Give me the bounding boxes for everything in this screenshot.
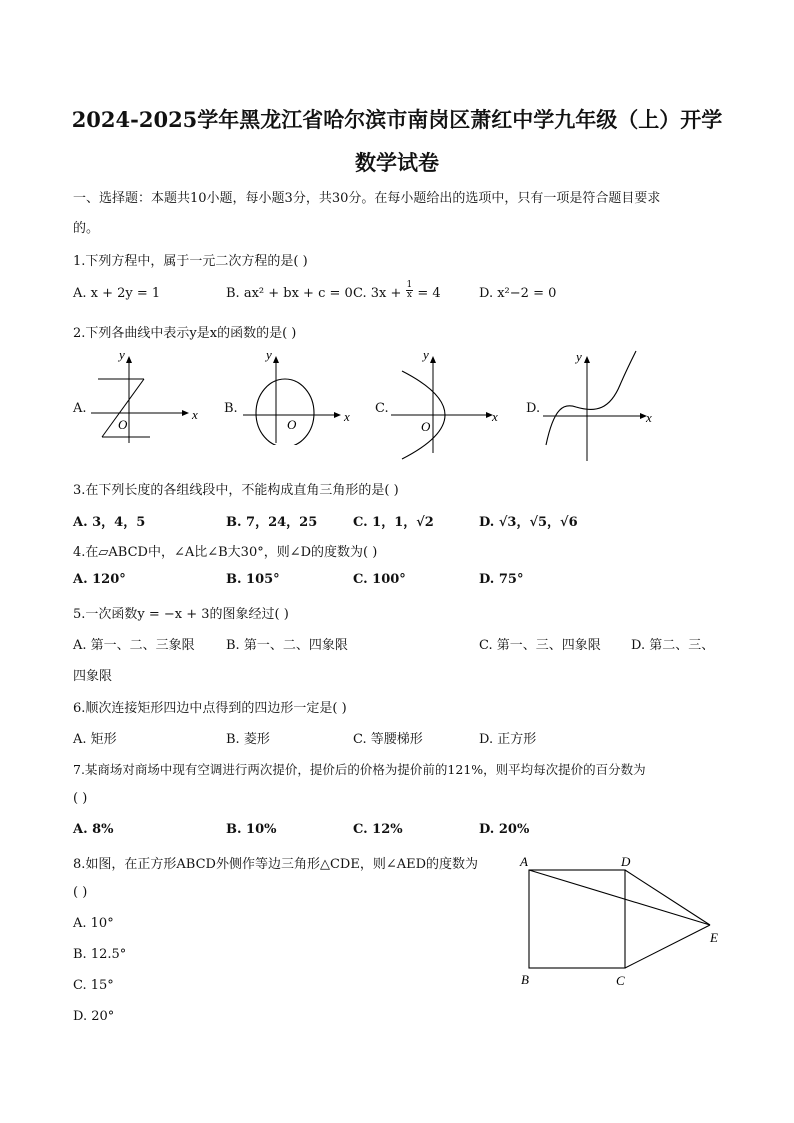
q2-graph-b <box>238 345 356 445</box>
q1-option-d: D. x²−2 = 0 <box>479 286 557 301</box>
q8-paren: ( ) <box>73 885 88 900</box>
q1-option-c-prefix: C. 3x + <box>353 286 406 301</box>
q7-option-a: A. 8% <box>73 822 114 837</box>
q8-label-d: D <box>621 854 631 869</box>
q8-option-d: D. 20° <box>73 1009 115 1024</box>
q6-stem: 6.顺次连接矩形四边中点得到的四边形一定是( ) <box>73 701 347 716</box>
q3-option-c: C. 1，1，√2 <box>353 515 434 530</box>
q8-label-a: A <box>520 854 528 869</box>
q2-a-x-label: x <box>192 407 198 422</box>
q2-a-origin: O <box>118 417 128 432</box>
q2-label-c: C. <box>375 401 389 416</box>
q7-option-d: D. 20% <box>479 822 530 837</box>
section-heading: 一、选择题：本题共10小题，每小题3分，共30分。在每小题给出的选项中，只有一项是符合题目要求 <box>73 191 661 206</box>
q2-label-d: D. <box>526 401 541 416</box>
q8-label-b: B <box>521 972 529 987</box>
q5-option-a: A. 第一、二、三象限 <box>73 638 195 653</box>
q1-frac-denominator: x <box>406 290 412 300</box>
q4-option-c: C. 100° <box>353 572 406 587</box>
q2-d-y-label: y <box>576 349 582 364</box>
q2-graph-a <box>86 345 202 445</box>
q2-label-b: B. <box>224 401 238 416</box>
q1-option-b: B. ax² + bx + c = 0 <box>226 286 353 301</box>
q4-stem: 4.在▱ABCD中，∠A比∠B大30°，则∠D的度数为( ) <box>73 545 378 560</box>
q8-figure <box>512 848 732 994</box>
q2-a-y-label: y <box>119 347 125 362</box>
q2-graph-d <box>540 345 660 465</box>
page-subtitle: 数学试卷 <box>355 150 439 175</box>
q6-option-c: C. 等腰梯形 <box>353 732 423 747</box>
q6-option-b: B. 菱形 <box>226 732 270 747</box>
q7-option-b: B. 10% <box>226 822 277 837</box>
page-title: 2024-2025学年黑龙江省哈尔滨市南岗区萧红中学九年级（上）开学 <box>71 107 723 132</box>
q2-graph-c <box>388 345 506 460</box>
q5-option-b: B. 第一、二、四象限 <box>226 638 348 653</box>
q1-option-c-suffix: = 4 <box>413 286 441 301</box>
q6-option-a: A. 矩形 <box>73 732 117 747</box>
q7-paren: ( ) <box>73 791 88 806</box>
q4-option-b: B. 105° <box>226 572 280 587</box>
q5-option-c: C. 第一、三、四象限 <box>479 638 601 653</box>
q1-stem: 1.下列方程中，属于一元二次方程的是( ) <box>73 254 308 269</box>
q3-stem: 3.在下列长度的各组线段中，不能构成直角三角形的是( ) <box>73 483 399 498</box>
q1-option-c <box>353 280 441 301</box>
q5-option-d-cont: 四象限 <box>73 669 113 684</box>
q2-c-origin: O <box>421 419 431 434</box>
q8-label-e: E <box>710 930 718 945</box>
q8-option-c: C. 15° <box>73 978 114 993</box>
q8-stem: 8.如图，在正方形ABCD外侧作等边三角形△CDE，则∠AED的度数为 <box>73 857 479 872</box>
q7-stem: 7.某商场对商场中现有空调进行两次提价，提价后的价格为提价前的121%，则平均每次提价的百分数为 <box>73 762 646 777</box>
q8-label-c: C <box>616 973 625 988</box>
q2-label-a: A. <box>73 401 87 416</box>
q5-option-d: D. 第二、三、 <box>631 638 715 653</box>
q8-option-a: A. 10° <box>73 916 114 931</box>
q1-frac-numerator: 1 <box>406 280 413 290</box>
q3-option-a: A. 3，4，5 <box>73 515 146 530</box>
q2-c-x-label: x <box>492 409 498 424</box>
q5-stem: 5.一次函数y = −x + 3的图象经过( ) <box>73 607 289 622</box>
q2-b-origin: O <box>287 417 297 432</box>
q3-option-b: B. 7，24，25 <box>226 515 318 530</box>
section-heading-cont: 的。 <box>73 221 100 236</box>
q8-option-b: B. 12.5° <box>73 947 127 962</box>
q2-b-x-label: x <box>344 409 350 424</box>
q4-option-d: D. 75° <box>479 572 524 587</box>
q1-option-a: A. x + 2y = 1 <box>73 286 161 301</box>
q2-c-y-label: y <box>423 347 429 362</box>
q2-stem: 2.下列各曲线中表示y是x的函数的是( ) <box>73 326 297 341</box>
q2-b-y-label: y <box>266 347 272 362</box>
q4-option-a: A. 120° <box>73 572 126 587</box>
q6-option-d: D. 正方形 <box>479 732 537 747</box>
q3-option-d: D. √3，√5，√6 <box>479 515 578 530</box>
q2-d-x-label: x <box>646 410 652 425</box>
q7-option-c: C. 12% <box>353 822 403 837</box>
